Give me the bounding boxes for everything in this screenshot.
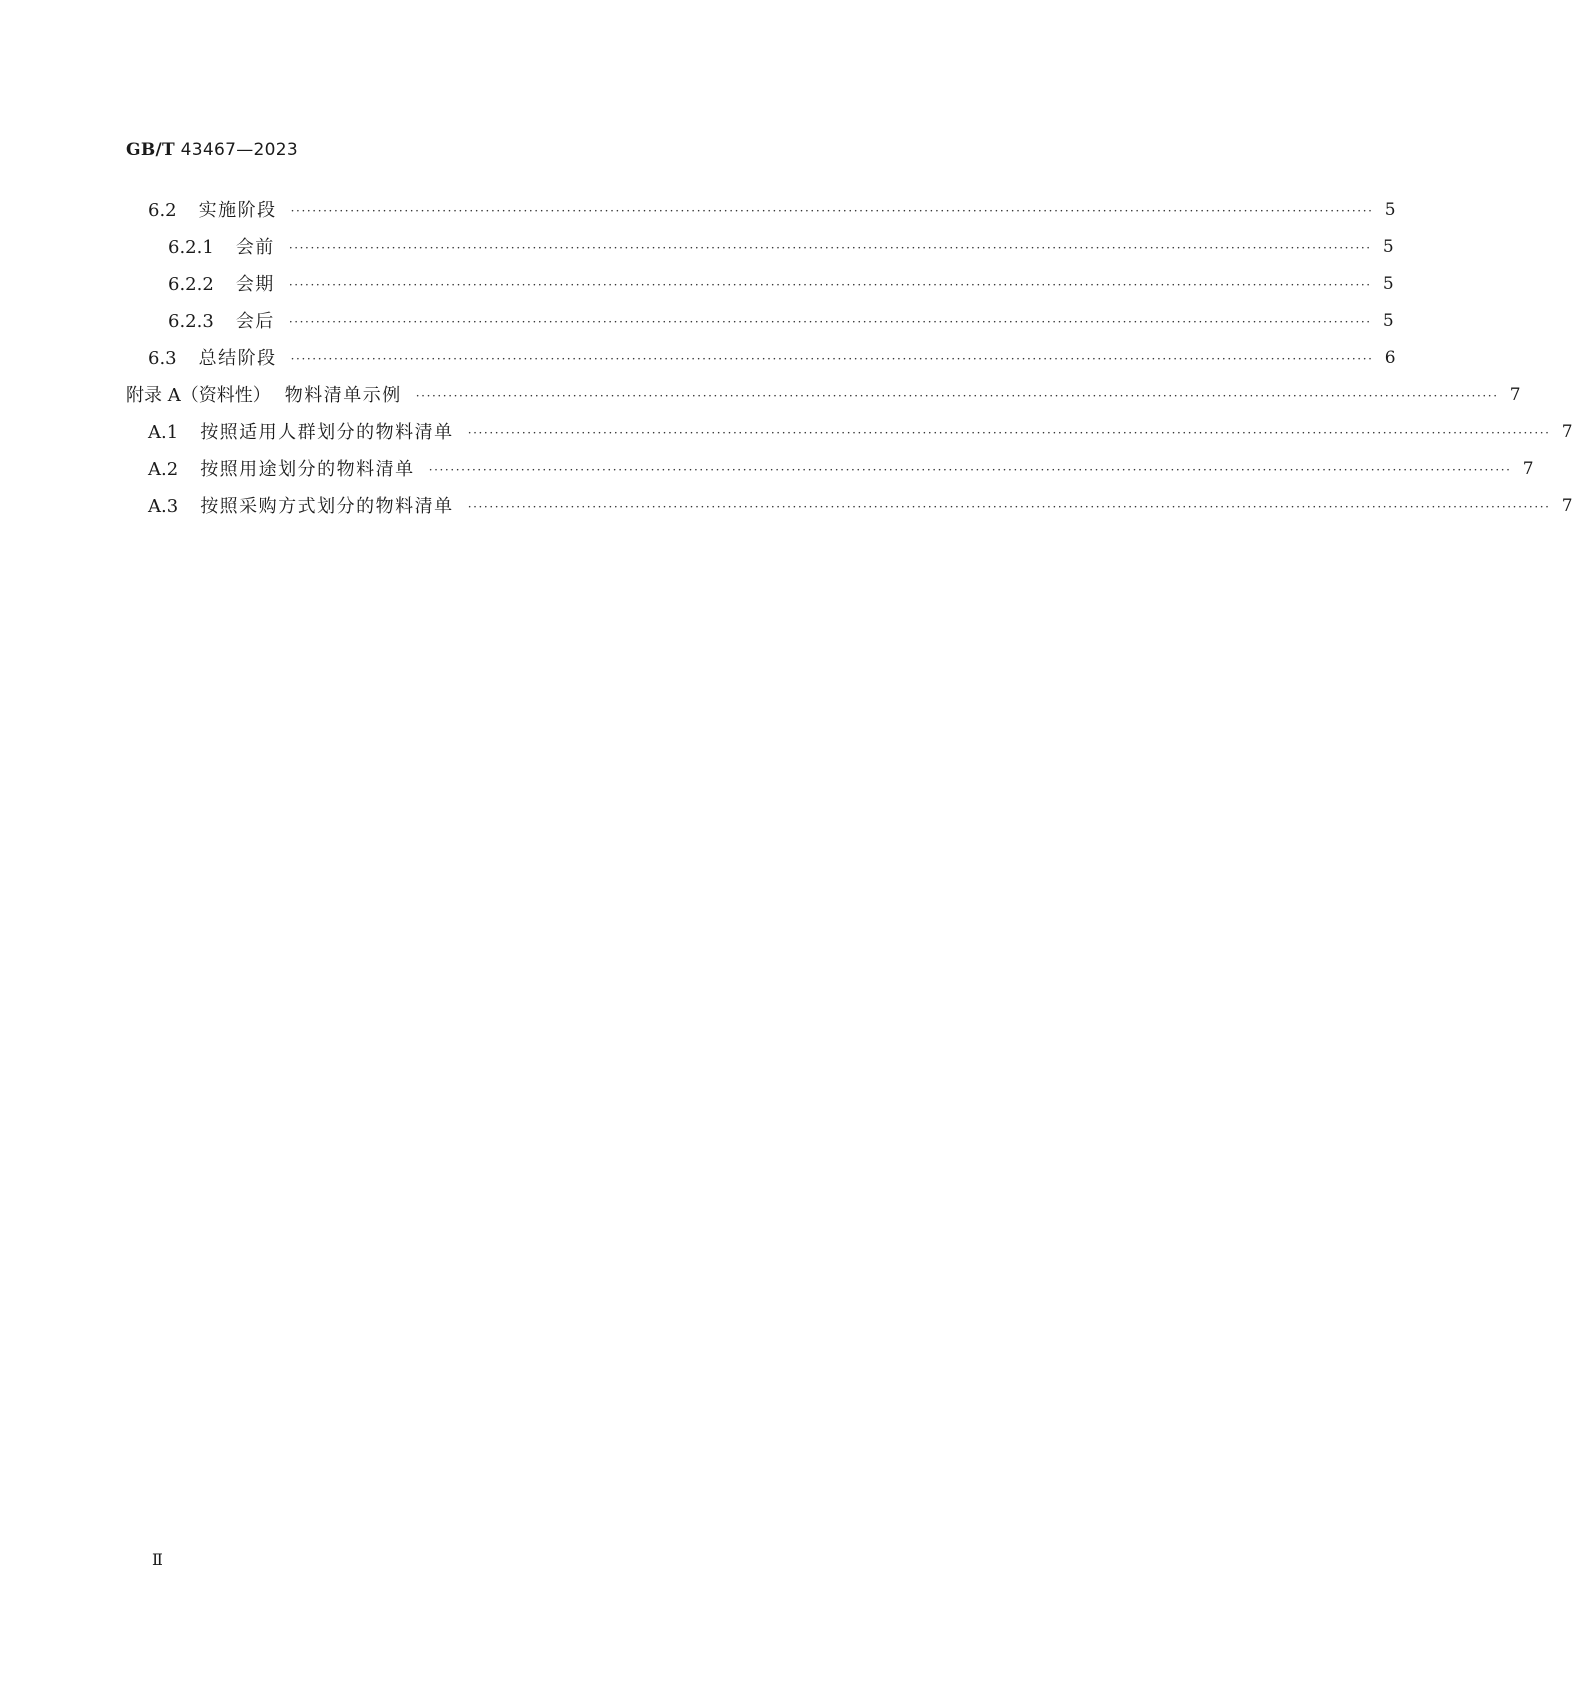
toc-entry[interactable] — [126, 192, 1396, 229]
toc-leader-dots: ········································································································································································································ — [467, 426, 1551, 440]
toc-entry-page: 5 — [1384, 200, 1396, 220]
toc-leader-dots: ········································································································································································································ — [290, 204, 1374, 218]
toc-entry-page: 6 — [1384, 348, 1396, 368]
toc-entry-title: 物料清单示例 — [284, 385, 402, 406]
toc-entry-number: A.1 — [148, 422, 179, 443]
toc-entry[interactable] — [126, 451, 1534, 488]
toc-leader-dots: ········································································································································································································ — [288, 315, 1372, 329]
toc-entry-number: 6.2.1 — [168, 237, 214, 258]
toc-entry[interactable] — [126, 266, 1394, 303]
toc-entry-page: 7 — [1522, 459, 1534, 479]
toc-entry[interactable] — [126, 229, 1394, 266]
document-header — [126, 140, 298, 160]
toc-entry-number: 附录 A（资料性） — [126, 385, 271, 406]
toc-entry-title: 按照适用人群划分的物料清单 — [200, 422, 454, 443]
toc-entry-title: 总结阶段 — [198, 348, 277, 369]
toc-entry-title: 按照采购方式划分的物料清单 — [200, 496, 454, 517]
toc-entry-page: 5 — [1382, 237, 1394, 257]
toc-entry[interactable] — [126, 303, 1394, 340]
page-number: Ⅱ — [152, 1550, 163, 1569]
toc-entry[interactable] — [126, 340, 1396, 377]
toc-entry-title: 会前 — [235, 237, 275, 258]
toc-leader-dots: ········································································································································································································ — [288, 278, 1372, 292]
toc-entry-page: 7 — [1509, 385, 1521, 405]
toc-leader-dots: ········································································································································································································ — [467, 500, 1551, 514]
toc-leader-dots: ········································································································································································································ — [290, 352, 1374, 366]
toc-entry-page: 7 — [1561, 496, 1573, 516]
toc-leader-dots: ········································································································································································································ — [428, 463, 1512, 477]
toc-leader-dots: ········································································································································································································ — [288, 241, 1372, 255]
toc-entry-page: 5 — [1382, 311, 1394, 331]
toc-entry-title: 会后 — [235, 311, 275, 332]
standard-prefix: GB/T — [126, 140, 175, 160]
toc-entry-number: 6.2 — [148, 200, 177, 221]
toc-entry[interactable] — [126, 377, 1521, 414]
table-of-contents — [126, 192, 1573, 525]
toc-entry-page: 5 — [1382, 274, 1394, 294]
standard-number: 43467—2023 — [180, 140, 299, 160]
toc-entry[interactable] — [126, 414, 1573, 451]
toc-entry-number: A.3 — [148, 496, 179, 517]
toc-entry-number: 6.2.3 — [168, 311, 214, 332]
toc-entry-page: 7 — [1561, 422, 1573, 442]
toc-entry-title: 实施阶段 — [198, 200, 277, 221]
toc-entry-number: A.2 — [148, 459, 179, 480]
toc-entry-title: 会期 — [235, 274, 275, 295]
toc-entry[interactable] — [126, 488, 1573, 525]
toc-entry-number: 6.2.2 — [168, 274, 214, 295]
toc-leader-dots: ········································································································································································································ — [415, 389, 1499, 403]
toc-entry-number: 6.3 — [148, 348, 177, 369]
toc-entry-title: 按照用途划分的物料清单 — [200, 459, 415, 480]
